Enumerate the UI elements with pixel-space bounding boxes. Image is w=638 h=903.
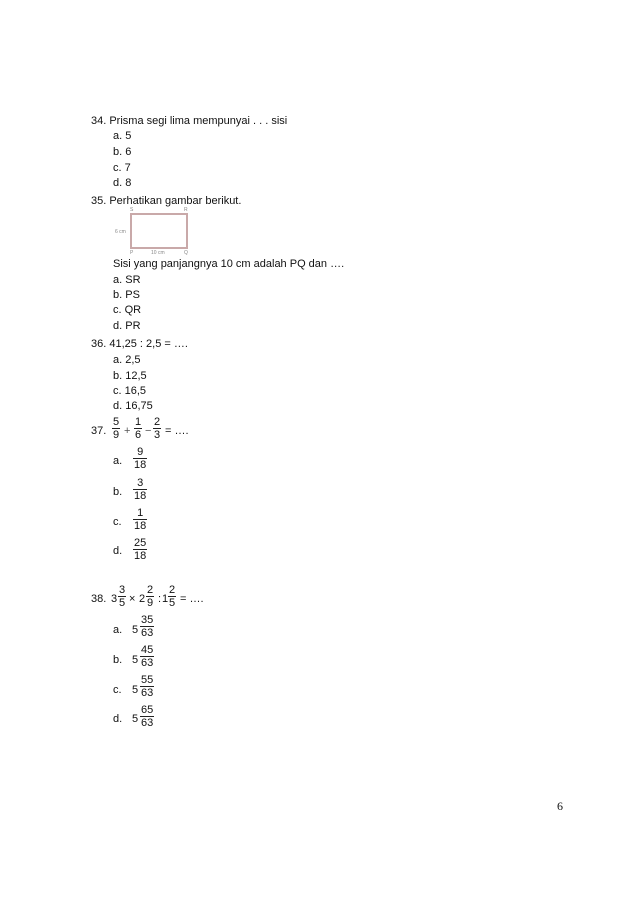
q38-option-c-whole: 5: [132, 684, 139, 696]
q34-option-a: a. 5: [113, 130, 132, 142]
q37-f1-num: 5: [113, 416, 120, 428]
q38-option-a-fraction: [140, 614, 154, 639]
rectangle-diagram: [113, 204, 193, 256]
q37-fraction-3: [153, 416, 161, 441]
q37-option-b-fraction: [133, 477, 147, 502]
numerator: 1: [137, 507, 144, 519]
q38-option-d-fraction: [140, 704, 154, 729]
q38-fraction-3: [168, 584, 176, 609]
q38-whole-2: 2: [139, 593, 146, 605]
q35-question: Sisi yang panjangnya 10 cm adalah PQ dan ….: [113, 258, 345, 270]
q35-option-d: d. PR: [113, 320, 141, 332]
q37-option-a-fraction: [133, 446, 147, 471]
rectangle-pqrs: [131, 214, 187, 248]
q36-option-c: c. 16,5: [113, 385, 147, 397]
q37-f2-den: 6: [135, 429, 142, 441]
denominator: 18: [134, 490, 147, 502]
label-p: P: [130, 250, 134, 256]
q38-tail: = ….: [180, 593, 204, 605]
q38-option-a-whole: 5: [132, 624, 139, 636]
q37-option-b-letter: b.: [113, 486, 123, 498]
q34-option-b: b. 6: [113, 146, 132, 158]
q36-option-b: b. 12,5: [113, 370, 147, 382]
denominator: 9: [147, 597, 154, 609]
q37-fraction-2: [134, 416, 142, 441]
numerator: 3: [137, 477, 144, 489]
q35-option-b: b. PS: [113, 289, 140, 301]
numerator: 2: [147, 584, 154, 596]
numerator: 35: [141, 614, 154, 626]
q38-option-d-letter: d.: [113, 713, 123, 725]
q36-option-d: d. 16,75: [113, 400, 153, 412]
q38-option-b-fraction: [140, 644, 154, 669]
q34-stem: 34. Prisma segi lima mempunyai . . . sisi: [91, 115, 288, 127]
q37-option-d-fraction: [133, 537, 147, 562]
denominator: 63: [141, 657, 154, 669]
q38-option-a-letter: a.: [113, 624, 123, 636]
q37-option-c-letter: c.: [113, 516, 122, 528]
label-side-left: 6 cm: [115, 229, 126, 235]
numerator: 2: [169, 584, 176, 596]
q38-option-b-whole: 5: [132, 654, 139, 666]
numerator: 9: [137, 446, 144, 458]
page-number: 6: [557, 799, 563, 813]
q38-whole-3: 1: [162, 593, 169, 605]
denominator: 18: [134, 459, 147, 471]
q38-option-b-letter: b.: [113, 654, 123, 666]
q38-fraction-2: [146, 584, 154, 609]
q37-option-d-letter: d.: [113, 545, 123, 557]
q36-option-a: a. 2,5: [113, 354, 141, 366]
q38-op-times: ×: [129, 593, 136, 605]
q37-f3-den: 3: [154, 429, 161, 441]
numerator: 3: [119, 584, 126, 596]
label-side-bottom: 10 cm: [151, 250, 165, 256]
q37-tail: = ….: [165, 425, 189, 437]
denominator: 5: [169, 597, 176, 609]
q37-f2-num: 1: [135, 416, 142, 428]
numerator: 55: [141, 674, 154, 686]
q38-whole-1: 3: [111, 593, 118, 605]
denominator: 63: [141, 687, 154, 699]
q37-option-a-letter: a.: [113, 455, 123, 467]
q38-number: 38.: [91, 593, 107, 605]
q38-option-c-letter: c.: [113, 684, 122, 696]
q35-option-c: c. QR: [113, 304, 142, 316]
label-s: S: [130, 207, 134, 213]
denominator: 63: [141, 717, 154, 729]
q37-option-c-fraction: [133, 507, 147, 532]
q36-stem: 36. 41,25 : 2,5 = ….: [91, 338, 188, 350]
numerator: 25: [134, 537, 147, 549]
rectangle-figure: [113, 204, 193, 256]
label-r: R: [184, 207, 188, 213]
q38-option-c-fraction: [140, 674, 154, 699]
q38-op-divide: :: [158, 593, 162, 605]
q37-op-plus: +: [124, 425, 131, 437]
q38-option-d-whole: 5: [132, 713, 139, 725]
q38-fraction-1: [118, 584, 126, 609]
q37-number: 37.: [91, 425, 107, 437]
q37-op-minus: −: [145, 425, 152, 437]
q34-option-d: d. 8: [113, 177, 132, 189]
q37-fraction-1: [112, 416, 120, 441]
denominator: 63: [141, 627, 154, 639]
label-q: Q: [184, 250, 188, 256]
q34-option-c: c. 7: [113, 162, 131, 174]
denominator: 5: [119, 597, 126, 609]
denominator: 18: [134, 550, 147, 562]
q37-f1-den: 9: [113, 429, 120, 441]
q35-option-a: a. SR: [113, 274, 141, 286]
numerator: 65: [141, 704, 154, 716]
q35-stem: 35. Perhatikan gambar berikut.: [91, 195, 242, 207]
q37-f3-num: 2: [154, 416, 161, 428]
denominator: 18: [134, 520, 147, 532]
numerator: 45: [141, 644, 154, 656]
